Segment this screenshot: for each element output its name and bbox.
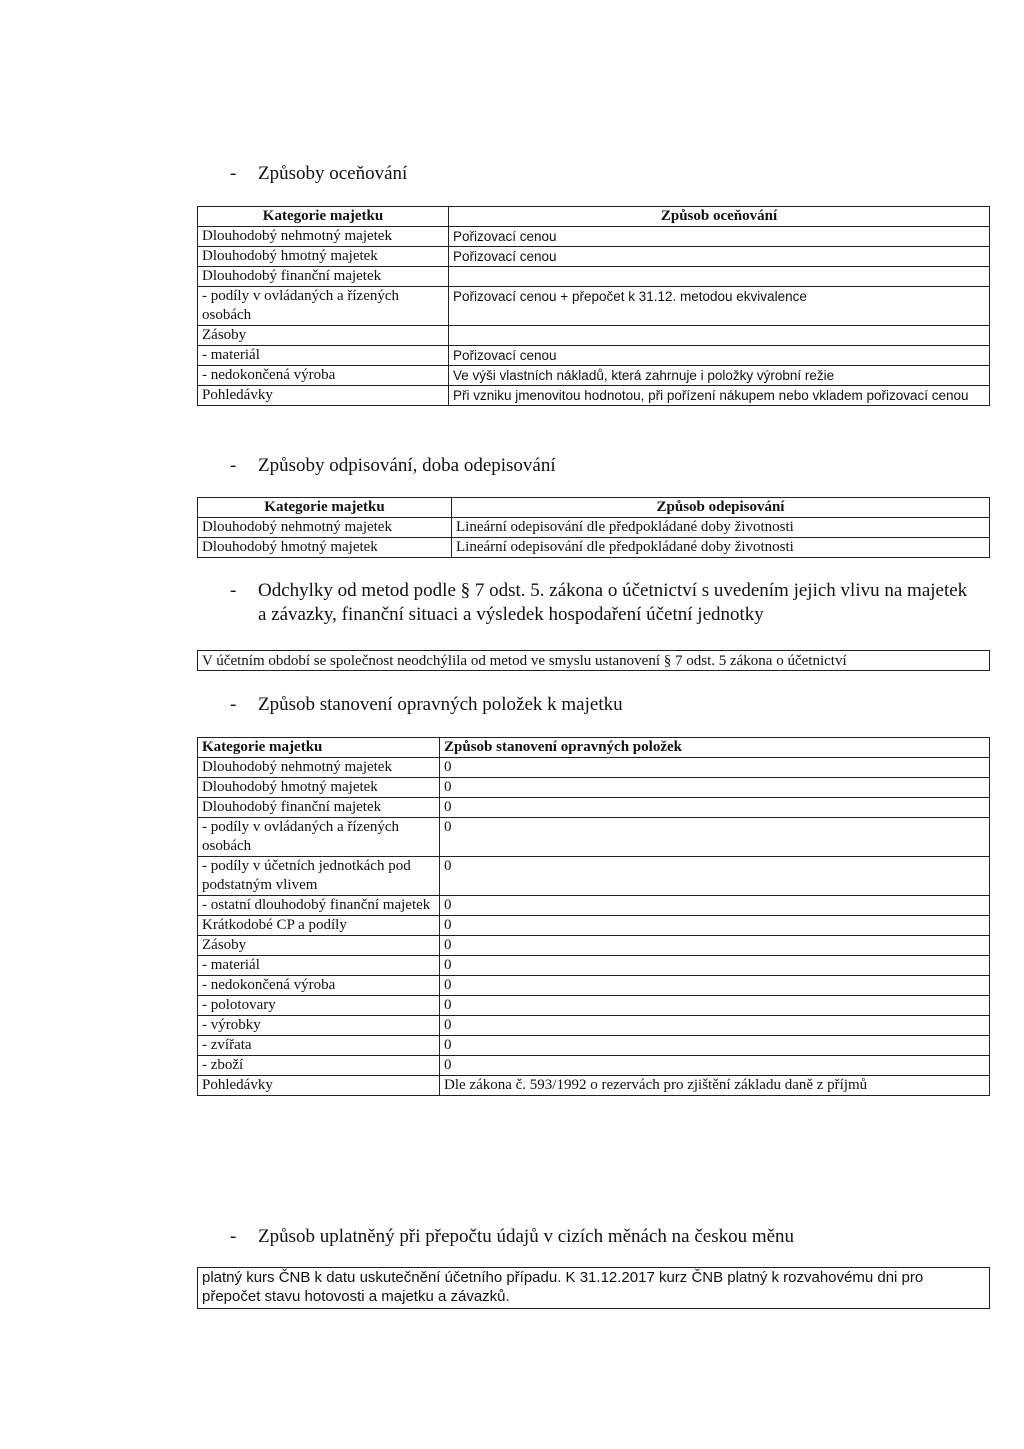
table-row <box>198 227 990 247</box>
table-row <box>198 518 990 538</box>
category-cell: Zásoby <box>198 936 440 956</box>
method-cell: 0 <box>440 956 990 976</box>
method-cell: 0 <box>440 1016 990 1036</box>
table-row <box>198 366 990 386</box>
method-cell: 0 <box>440 1056 990 1076</box>
table-row <box>198 247 990 267</box>
method-cell: 0 <box>440 916 990 936</box>
category-cell: Dlouhodobý hmotný majetek <box>198 538 452 558</box>
section-heading-deviations: - Odchylky od metod podle § 7 odst. 5. zákona o účetnictví s uvedením jejich vlivu na majetek a závazky, finanční situaci a výsledek hospodaření účetní jednotky <box>230 580 968 625</box>
method-cell: 0 <box>440 1036 990 1056</box>
table-row <box>198 798 990 818</box>
category-cell: Dlouhodobý finanční majetek <box>198 267 449 287</box>
category-cell: Zásoby <box>198 326 449 346</box>
method-cell: 0 <box>440 996 990 1016</box>
category-cell: - polotovary <box>198 996 440 1016</box>
method-cell: 0 <box>440 936 990 956</box>
category-cell: - podíly v účetních jednotkách pod podstatným vlivem <box>198 857 440 896</box>
table-row <box>198 916 990 936</box>
bullet-dash: - <box>230 163 237 184</box>
method-cell: Pořizovací cenou <box>449 227 990 247</box>
category-cell: - podíly v ovládaných a řízených osobách <box>198 287 449 326</box>
method-cell: 0 <box>440 818 990 857</box>
column-header: Způsob odepisování <box>452 498 990 518</box>
column-header: Způsob stanovení opravných položek <box>440 738 990 758</box>
valuation-table <box>197 206 990 406</box>
table-row <box>198 956 990 976</box>
category-cell: - nedokončená výroba <box>198 976 440 996</box>
table-row <box>198 818 990 857</box>
category-cell: Dlouhodobý hmotný majetek <box>198 778 440 798</box>
category-cell: Dlouhodobý nehmotný majetek <box>198 227 449 247</box>
table-row <box>198 1036 990 1056</box>
table-row <box>198 857 990 896</box>
method-cell: 0 <box>440 758 990 778</box>
table-header-row <box>198 207 990 227</box>
table-row <box>198 896 990 916</box>
depreciation-table <box>197 497 990 558</box>
category-cell: Dlouhodobý hmotný majetek <box>198 247 449 267</box>
table-row <box>198 1056 990 1076</box>
currency-statement: platný kurs ČNB k datu uskutečnění účetního případu. K 31.12.2017 kurz ČNB platný k rozvahovému dni pro přepočet stavu hotovosti a majetku a závazků. <box>197 1267 990 1309</box>
method-cell: Pořizovací cenou + přepočet k 31.12. metodou ekvivalence <box>449 287 990 326</box>
table-row <box>198 538 990 558</box>
category-cell: - nedokončená výroba <box>198 366 449 386</box>
table-row <box>198 936 990 956</box>
table-row <box>198 778 990 798</box>
table-row <box>198 976 990 996</box>
method-cell: Lineární odepisování dle předpokládané doby životnosti <box>452 538 990 558</box>
method-cell: 0 <box>440 857 990 896</box>
table-row <box>198 758 990 778</box>
table-row <box>198 386 990 406</box>
method-cell <box>449 267 990 287</box>
method-cell: Dle zákona č. 593/1992 o rezervách pro zjištění základu daně z příjmů <box>440 1076 990 1096</box>
method-cell: Pořizovací cenou <box>449 346 990 366</box>
table-row <box>198 267 990 287</box>
method-cell: Ve výši vlastních nákladů, která zahrnuje i položky výrobní režie <box>449 366 990 386</box>
category-cell: - podíly v ovládaných a řízených osobách <box>198 818 440 857</box>
method-cell: Při vzniku jmenovitou hodnotou, při pořízení nákupem nebo vkladem pořizovací cenou <box>449 386 990 406</box>
category-cell: Pohledávky <box>198 1076 440 1096</box>
bullet-dash: - <box>230 455 237 476</box>
table-header-row <box>198 498 990 518</box>
category-cell: Pohledávky <box>198 386 449 406</box>
column-header: Kategorie majetku <box>198 207 449 227</box>
method-cell: 0 <box>440 778 990 798</box>
method-cell <box>449 326 990 346</box>
column-header: Kategorie majetku <box>198 738 440 758</box>
table-row <box>198 996 990 1016</box>
table-row <box>198 346 990 366</box>
category-cell: Dlouhodobý nehmotný majetek <box>198 518 452 538</box>
category-cell: - materiál <box>198 956 440 976</box>
category-cell: - výrobky <box>198 1016 440 1036</box>
table-row <box>198 326 990 346</box>
table-row <box>198 1076 990 1096</box>
method-cell: 0 <box>440 976 990 996</box>
deviations-statement: V účetním období se společnost neodchýlila od metod ve smyslu ustanovení § 7 odst. 5 zákona o účetnictví <box>197 650 990 671</box>
bullet-dash: - <box>230 1226 237 1247</box>
table-header-row <box>198 738 990 758</box>
bullet-dash: - <box>230 694 237 715</box>
bullet-dash: - <box>230 580 237 601</box>
column-header: Kategorie majetku <box>198 498 452 518</box>
category-cell: Krátkodobé CP a podíly <box>198 916 440 936</box>
category-cell: Dlouhodobý finanční majetek <box>198 798 440 818</box>
table-row <box>198 287 990 326</box>
method-cell: 0 <box>440 896 990 916</box>
method-cell: Pořizovací cenou <box>449 247 990 267</box>
method-cell: 0 <box>440 798 990 818</box>
category-cell: - zvířata <box>198 1036 440 1056</box>
column-header: Způsob oceňování <box>449 207 990 227</box>
method-cell: Lineární odepisování dle předpokládané doby životnosti <box>452 518 990 538</box>
category-cell: - ostatní dlouhodobý finanční majetek <box>198 896 440 916</box>
category-cell: - materiál <box>198 346 449 366</box>
category-cell: Dlouhodobý nehmotný majetek <box>198 758 440 778</box>
category-cell: - zboží <box>198 1056 440 1076</box>
table-row <box>198 1016 990 1036</box>
allowances-table <box>197 737 990 1096</box>
